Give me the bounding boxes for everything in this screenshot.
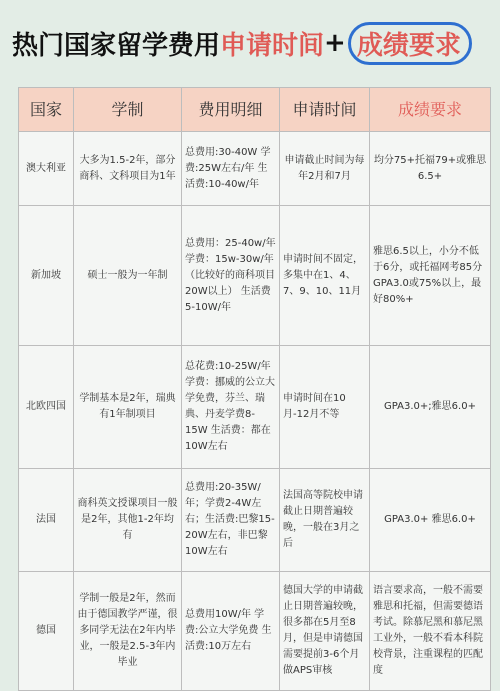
cell-requirement: 语言要求高，一般不需要雅思和托福，但需要德语考试。除慕尼黑和慕尼黑工业外，一般不看本科院校背景，注重课程的匹配度	[370, 572, 491, 691]
title-part-1: 热门国家留学费用	[12, 30, 221, 61]
cell-country: 北欧四国	[19, 346, 74, 469]
cell-system: 商科英文授课项目一般是2年，其他1-2年均有	[74, 469, 182, 572]
cell-requirement: GPA3.0+ 雅思6.0+	[370, 469, 491, 572]
table-header-row	[19, 88, 491, 132]
cell-system: 大多为1.5-2年，部分商科、文科项目为1年	[74, 132, 182, 206]
table-row	[19, 572, 491, 691]
cell-time: 法国高等院校申请截止日期普遍较晚，一般在3月之后	[280, 469, 370, 572]
cell-country: 新加坡	[19, 206, 74, 346]
cell-cost: 总费用:30-40W 学费:25W左右/年 生活费:10-40w/年	[182, 132, 280, 206]
title-part-3-circled: 成绩要求	[348, 22, 472, 65]
cell-country: 法国	[19, 469, 74, 572]
cell-system: 学制基本是2年，瑞典有1年制项目	[74, 346, 182, 469]
title-plus: +	[324, 28, 346, 58]
page-title	[12, 18, 488, 68]
cell-cost: 总费用10W/年 学费:公立大学免费 生活费:10万左右	[182, 572, 280, 691]
header-requirement: 成绩要求	[370, 88, 491, 132]
cell-system: 学制一般是2年，然而由于德国教学严谨，很多同学无法在2年内毕业，一般是2.5-3年内毕业	[74, 572, 182, 691]
cell-requirement: 雅思6.5以上，小分不低于6分，或托福网考85分 GPA3.0或75%以上，最好80%+	[370, 206, 491, 346]
cell-requirement: 均分75+托福79+或雅思6.5+	[370, 132, 491, 206]
cell-time: 申请时间在10月-12月不等	[280, 346, 370, 469]
table-row	[19, 469, 491, 572]
cell-cost: 总花费:10-25W/年 学费：挪威的公立大学免费，芬兰、瑞典、丹麦学费8-15W 生活费：都在10W左右	[182, 346, 280, 469]
cell-country: 澳大利亚	[19, 132, 74, 206]
cell-cost: 总费用：25-40w/年 学费：15w-30w/年（比较好的商科项目20W以上） 生活费5-10W/年	[182, 206, 280, 346]
cell-system: 硕士一般为一年制	[74, 206, 182, 346]
table-row	[19, 206, 491, 346]
cell-time: 德国大学的申请截止日期普遍较晚，很多都在5月至8月，但是申请德国需要提前3-6个月做APS审核	[280, 572, 370, 691]
title-part-2: 申请时间	[220, 30, 325, 61]
cell-requirement: GPA3.0+;雅思6.0+	[370, 346, 491, 469]
header-country: 国家	[19, 88, 74, 132]
table-row	[19, 346, 491, 469]
comparison-table	[18, 87, 491, 691]
header-system: 学制	[74, 88, 182, 132]
header-cost: 费用明细	[182, 88, 280, 132]
table-row	[19, 132, 491, 206]
cell-cost: 总费用:20-35W/年；学费2-4W左右；生活费:巴黎15-20W左右，非巴黎10W左右	[182, 469, 280, 572]
header-time: 申请时间	[280, 88, 370, 132]
cell-time: 申请时间不固定，多集中在1、4、7、9、10、11月	[280, 206, 370, 346]
cell-country: 德国	[19, 572, 74, 691]
cell-time: 申请截止时间为每年2月和7月	[280, 132, 370, 206]
